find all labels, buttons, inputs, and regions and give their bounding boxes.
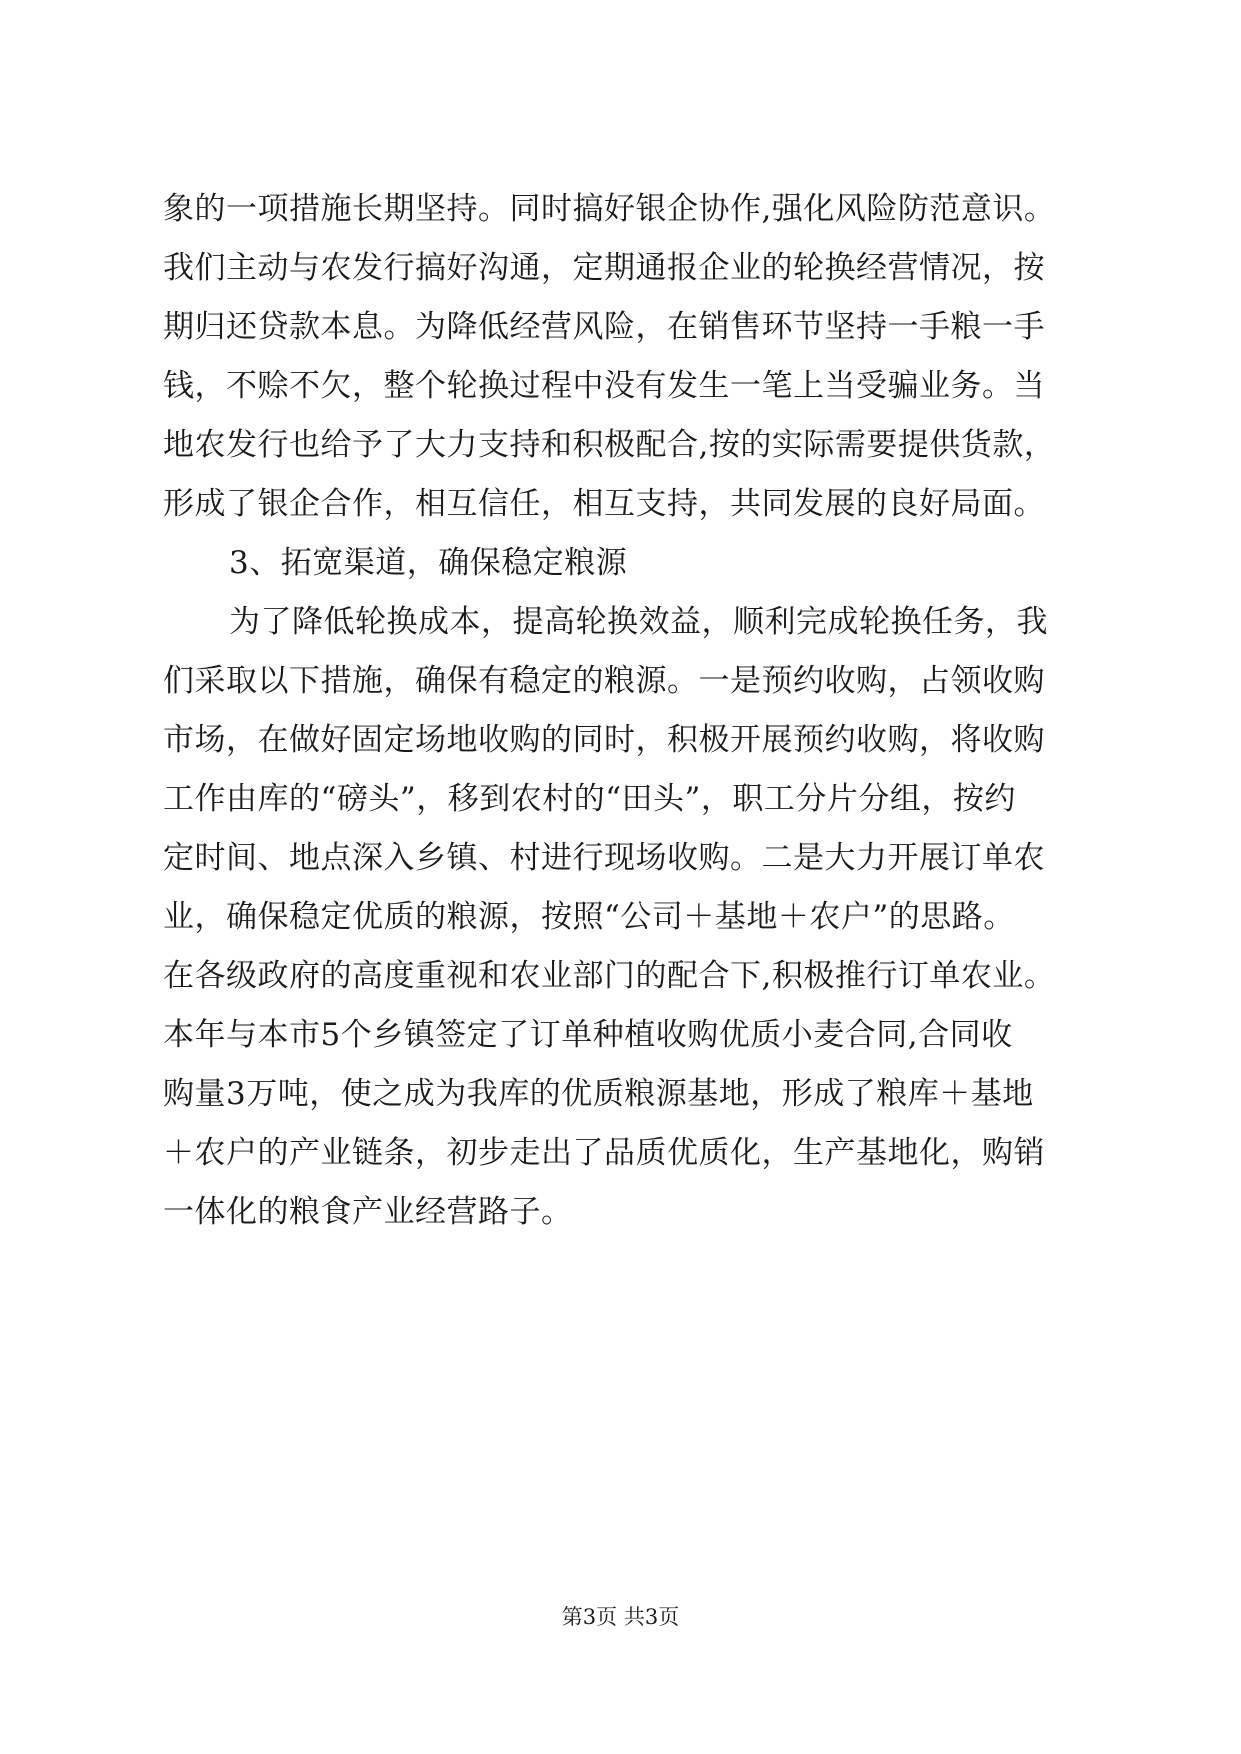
text-line: 购量3万吨，使之成为我库的优质粮源基地，形成了粮库＋基地 (163, 1076, 1034, 1112)
page-footer (0, 1602, 1241, 1632)
text-line: 业，确保稳定优质的粮源，按照“公司＋基地＋农户”的思路。 (163, 899, 1015, 935)
text-line: 钱，不赊不欠，整个轮换过程中没有发生一笔上当受骗业务。当 (163, 368, 1045, 404)
text-line: 形成了银企合作，相互信任，相互支持，共同发展的良好局面。 (163, 486, 1045, 522)
text-line: 工作由库的“磅头”，移到农村的“田头”，职工分片分组，按约 (163, 781, 1016, 817)
text-line: ＋农户的产业链条，初步走出了品质优质化，生产基地化，购销 (163, 1135, 1045, 1171)
document-body (163, 180, 1087, 1242)
section-heading: 3、拓宽渠道，确保稳定粮源 (229, 545, 628, 581)
text-line: 期归还贷款本息。为降低经营风险，在销售环节坚持一手粮一手 (163, 309, 1045, 345)
text-line: 为了降低轮换成本，提高轮换效益，顺利完成轮换任务，我 (229, 604, 1048, 640)
text-line: 地农发行也给予了大力支持和积极配合,按的实际需要提供货款， (163, 427, 1056, 463)
text-line: 一体化的粮食产业经营路子。 (163, 1194, 573, 1230)
text-line: 象的一项措施长期坚持。同时搞好银企协作,强化风险防范意识。 (163, 191, 1056, 227)
text-line: 在各级政府的高度重视和农业部门的配合下,积极推行订单农业。 (163, 958, 1056, 994)
text-line: 们采取以下措施，确保有稳定的粮源。一是预约收购，占领收购 (163, 663, 1045, 699)
text-line: 我们主动与农发行搞好沟通，定期通报企业的轮换经营情况，按 (163, 250, 1045, 286)
text-line: 市场，在做好固定场地收购的同时，积极开展预约收购，将收购 (163, 722, 1045, 758)
text-line: 本年与本市5个乡镇签定了订单种植收购优质小麦合同,合同收 (163, 1017, 1013, 1053)
page-number: 第3页 共3页 (561, 1605, 680, 1629)
text-line: 定时间、地点深入乡镇、村进行现场收购。二是大力开展订单农 (163, 840, 1045, 876)
